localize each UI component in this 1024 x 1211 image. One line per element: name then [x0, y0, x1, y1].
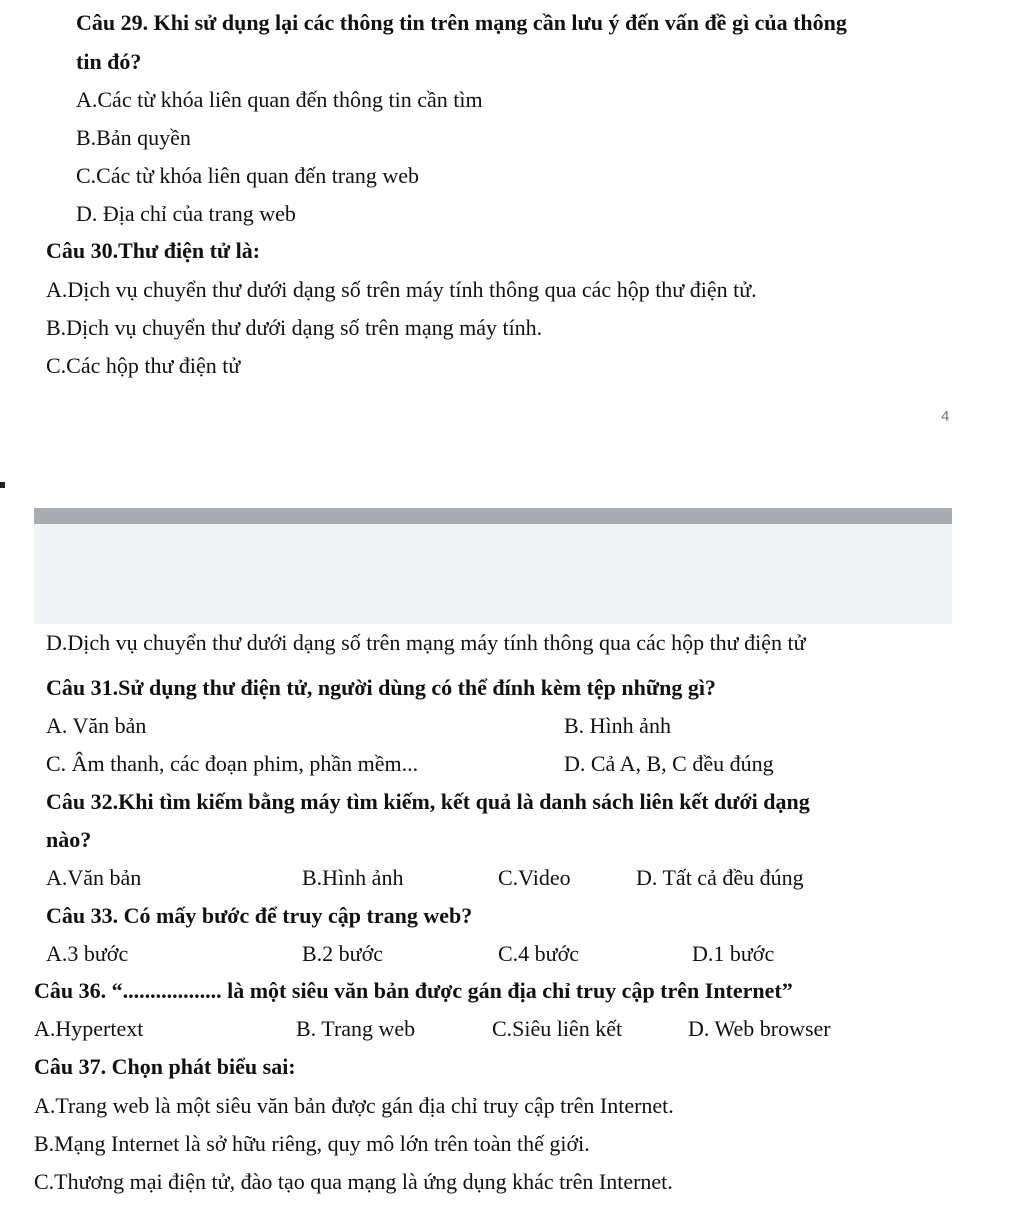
- cut-off-text-line: [30, 1202, 810, 1211]
- q30-option-c: C.Các hộp thư điện tử: [46, 353, 241, 378]
- page-gap: [34, 524, 952, 624]
- q32-option-c: C.Video: [498, 865, 571, 890]
- q36-option-d: D. Web browser: [688, 1016, 831, 1041]
- q29-title-line2: tin đó?: [76, 49, 142, 74]
- q32-title-line1: Câu 32.Khi tìm kiếm bằng máy tìm kiếm, kết quả là danh sách liên kết dưới dạng: [46, 789, 810, 814]
- page-number: 4: [941, 408, 950, 425]
- q37-title: Câu 37. Chọn phát biểu sai:: [34, 1054, 296, 1079]
- q29-option-c: C.Các từ khóa liên quan đến trang web: [76, 163, 420, 188]
- q36-title: Câu 36. “.................. là một siêu văn bản được gán địa chỉ truy cập trên Internet”: [34, 978, 793, 1003]
- q30-option-b: B.Dịch vụ chuyển thư dưới dạng số trên mạng máy tính.: [46, 315, 543, 340]
- q33-option-d: D.1 bước: [692, 941, 775, 966]
- q36-option-a: A.Hypertext: [34, 1016, 144, 1041]
- q29-option-d: D. Địa chỉ của trang web: [76, 201, 296, 226]
- q37-option-c: C.Thương mại điện tử, đào tạo qua mạng là ứng dụng khác trên Internet.: [34, 1169, 673, 1194]
- page-break-bar: [34, 508, 952, 524]
- q33-option-c: C.4 bước: [498, 941, 579, 966]
- page-edge-mark: [0, 482, 5, 488]
- q36-option-b: B. Trang web: [296, 1016, 416, 1041]
- q32-option-a: A.Văn bản: [46, 865, 142, 890]
- q31-option-a: A. Văn bản: [46, 713, 147, 738]
- q32-option-b: B.Hình ảnh: [302, 865, 404, 890]
- q29-title-line1: Câu 29. Khi sử dụng lại các thông tin trên mạng cần lưu ý đến vấn đề gì của thông: [76, 10, 847, 35]
- q33-option-b: B.2 bước: [302, 941, 383, 966]
- q32-option-d: D. Tất cả đều đúng: [636, 865, 804, 890]
- q33-title: Câu 33. Có mấy bước để truy cập trang web?: [46, 903, 473, 928]
- q31-title: Câu 31.Sử dụng thư điện tử, người dùng có thể đính kèm tệp những gì?: [46, 675, 716, 700]
- q32-title-line2: nào?: [46, 827, 92, 852]
- q29-option-a: A.Các từ khóa liên quan đến thông tin cần tìm: [76, 87, 483, 112]
- q33-option-a: A.3 bước: [46, 941, 129, 966]
- q37-option-b: B.Mạng Internet là sở hữu riêng, quy mô lớn trên toàn thế giới.: [34, 1131, 590, 1156]
- q36-option-c: C.Siêu liên kết: [492, 1016, 623, 1041]
- q31-option-c: C. Âm thanh, các đoạn phim, phần mềm...: [46, 751, 419, 776]
- q30-option-a: A.Dịch vụ chuyển thư dưới dạng số trên máy tính thông qua các hộp thư điện tử.: [46, 277, 757, 302]
- q30-option-d: D.Dịch vụ chuyển thư dưới dạng số trên mạng máy tính thông qua các hộp thư điện tử: [46, 630, 806, 655]
- q30-title: Câu 30.Thư điện tử là:: [46, 238, 261, 263]
- q31-option-d: D. Cả A, B, C đều đúng: [564, 751, 774, 776]
- q29-option-b: B.Bản quyền: [76, 125, 191, 150]
- q31-option-b: B. Hình ảnh: [564, 713, 671, 738]
- q37-option-a: A.Trang web là một siêu văn bản được gán địa chỉ truy cập trên Internet.: [34, 1093, 674, 1118]
